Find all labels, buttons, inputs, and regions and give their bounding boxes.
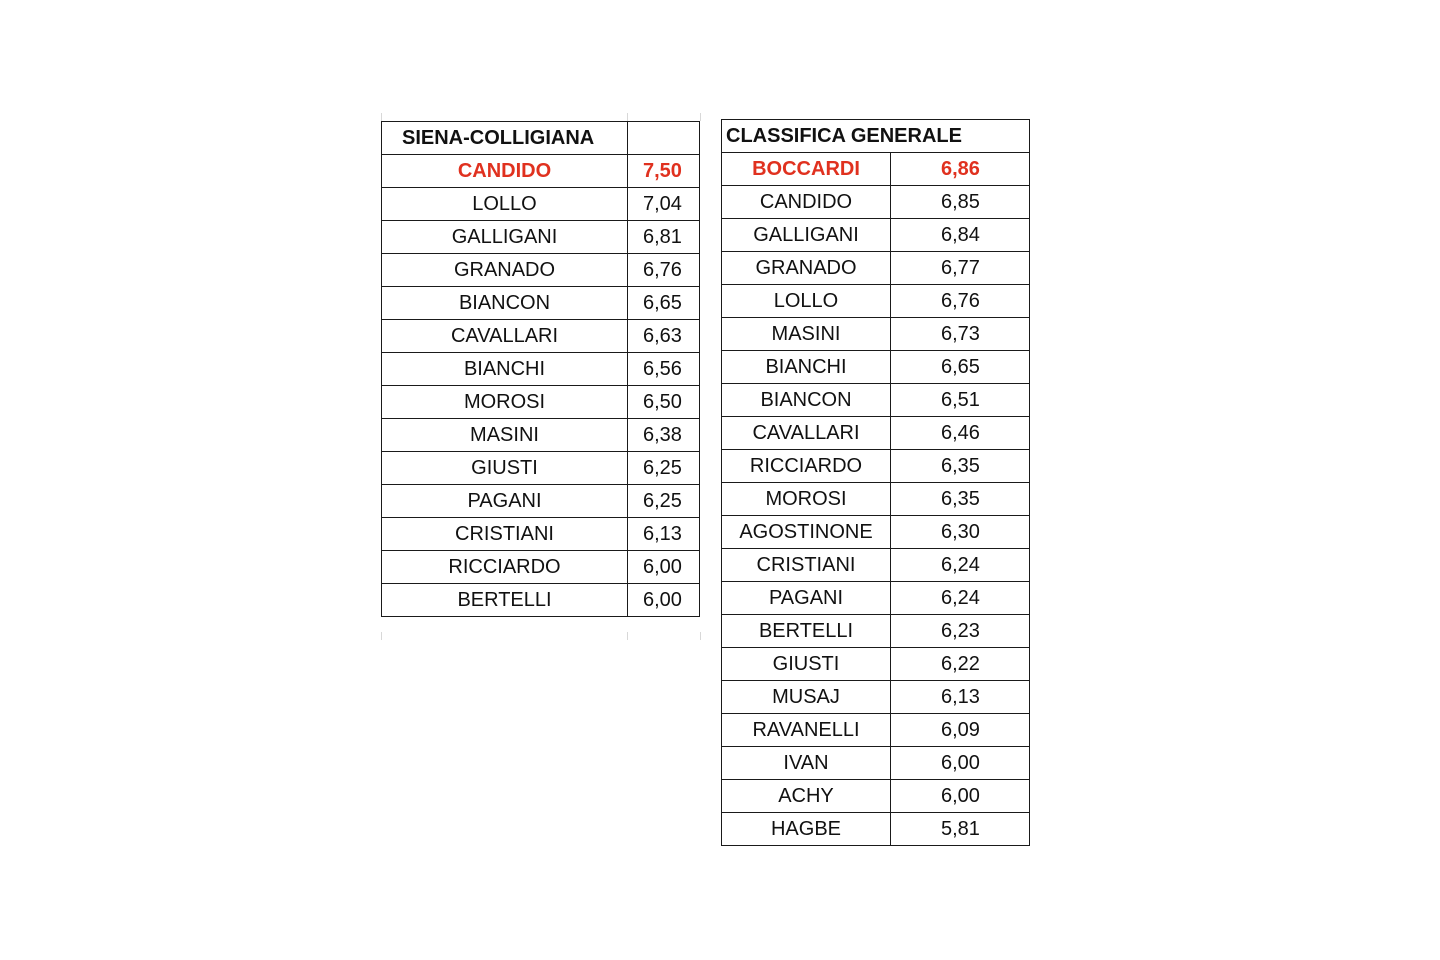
table-title: CLASSIFICA GENERALE (722, 120, 1030, 153)
player-rating: 6,65 (628, 287, 700, 320)
table-row (722, 648, 1030, 681)
player-name: RICCIARDO (382, 551, 628, 584)
table-row (722, 417, 1030, 450)
table-row (722, 681, 1030, 714)
player-name: PAGANI (382, 485, 628, 518)
player-rating: 6,63 (628, 320, 700, 353)
table-row (722, 714, 1030, 747)
player-rating: 6,13 (628, 518, 700, 551)
player-rating: 6,85 (891, 186, 1030, 219)
table-row (382, 485, 700, 518)
table-row (382, 320, 700, 353)
player-rating: 6,73 (891, 318, 1030, 351)
empty-cell (628, 122, 700, 155)
player-name: BERTELLI (722, 615, 891, 648)
player-name: BOCCARDI (722, 153, 891, 186)
table-row (382, 452, 700, 485)
table-row (722, 780, 1030, 813)
player-name: LOLLO (722, 285, 891, 318)
player-rating: 6,38 (628, 419, 700, 452)
grid-tick (627, 113, 628, 121)
grid-tick (627, 632, 628, 640)
table-header-row (722, 120, 1030, 153)
player-rating: 6,00 (628, 584, 700, 617)
table-row (722, 285, 1030, 318)
player-rating: 6,76 (628, 254, 700, 287)
player-name: GALLIGANI (382, 221, 628, 254)
table-row (382, 386, 700, 419)
player-rating: 6,77 (891, 252, 1030, 285)
player-rating: 6,84 (891, 219, 1030, 252)
player-rating: 6,56 (628, 353, 700, 386)
player-rating: 6,50 (628, 386, 700, 419)
player-rating: 6,76 (891, 285, 1030, 318)
player-rating: 6,09 (891, 714, 1030, 747)
player-name: MOROSI (722, 483, 891, 516)
table-row (382, 551, 700, 584)
player-name: AGOSTINONE (722, 516, 891, 549)
player-rating: 6,24 (891, 582, 1030, 615)
player-name: GRANADO (722, 252, 891, 285)
table-row (722, 483, 1030, 516)
table-row (722, 813, 1030, 846)
player-name: CAVALLARI (722, 417, 891, 450)
player-rating: 6,24 (891, 549, 1030, 582)
player-name: MUSAJ (722, 681, 891, 714)
table-row (722, 252, 1030, 285)
player-rating: 6,65 (891, 351, 1030, 384)
player-rating: 6,46 (891, 417, 1030, 450)
player-rating: 6,25 (628, 485, 700, 518)
player-name: IVAN (722, 747, 891, 780)
table-row (722, 219, 1030, 252)
player-name: CANDIDO (382, 155, 628, 188)
player-rating: 6,22 (891, 648, 1030, 681)
table-row (722, 549, 1030, 582)
table-row (722, 318, 1030, 351)
player-name: RAVANELLI (722, 714, 891, 747)
table-row (722, 747, 1030, 780)
table-row (722, 153, 1030, 186)
table-row (722, 384, 1030, 417)
player-name: BIANCHI (722, 351, 891, 384)
player-rating: 6,00 (628, 551, 700, 584)
table-row (382, 155, 700, 188)
player-rating: 6,00 (891, 747, 1030, 780)
player-name: GIUSTI (722, 648, 891, 681)
player-name: LOLLO (382, 188, 628, 221)
player-rating: 7,50 (628, 155, 700, 188)
table-row (722, 582, 1030, 615)
table-row (382, 584, 700, 617)
table-row (722, 351, 1030, 384)
table-row (382, 353, 700, 386)
grid-tick (381, 113, 382, 121)
player-rating: 6,35 (891, 483, 1030, 516)
player-rating: 6,35 (891, 450, 1030, 483)
table-header-row (382, 122, 700, 155)
player-name: BIANCHI (382, 353, 628, 386)
player-rating: 6,13 (891, 681, 1030, 714)
player-rating: 6,25 (628, 452, 700, 485)
player-name: GIUSTI (382, 452, 628, 485)
player-name: MOROSI (382, 386, 628, 419)
table-row (382, 188, 700, 221)
player-rating: 6,23 (891, 615, 1030, 648)
player-name: CANDIDO (722, 186, 891, 219)
player-name: CAVALLARI (382, 320, 628, 353)
table-row (722, 186, 1030, 219)
player-name: MASINI (382, 419, 628, 452)
player-rating: 6,51 (891, 384, 1030, 417)
player-rating: 6,00 (891, 780, 1030, 813)
player-name: RICCIARDO (722, 450, 891, 483)
player-rating: 6,81 (628, 221, 700, 254)
table-row (722, 615, 1030, 648)
grid-tick (381, 632, 382, 640)
table-row (382, 221, 700, 254)
table-row (382, 254, 700, 287)
siena-colligiana-table (381, 121, 700, 617)
table-row (722, 450, 1030, 483)
player-name: HAGBE (722, 813, 891, 846)
player-name: BERTELLI (382, 584, 628, 617)
player-name: BIANCON (722, 384, 891, 417)
table-row (382, 518, 700, 551)
player-name: PAGANI (722, 582, 891, 615)
player-name: CRISTIANI (722, 549, 891, 582)
player-name: GALLIGANI (722, 219, 891, 252)
player-rating: 5,81 (891, 813, 1030, 846)
table-title: SIENA-COLLIGIANA (382, 122, 628, 155)
player-name: GRANADO (382, 254, 628, 287)
player-name: ACHY (722, 780, 891, 813)
player-name: MASINI (722, 318, 891, 351)
classifica-generale-table (721, 119, 1030, 846)
table-row (382, 287, 700, 320)
grid-tick (700, 632, 701, 640)
table-row (722, 516, 1030, 549)
player-rating: 7,04 (628, 188, 700, 221)
player-rating: 6,30 (891, 516, 1030, 549)
grid-tick (700, 113, 701, 121)
player-name: CRISTIANI (382, 518, 628, 551)
table-row (382, 419, 700, 452)
player-name: BIANCON (382, 287, 628, 320)
player-rating: 6,86 (891, 153, 1030, 186)
